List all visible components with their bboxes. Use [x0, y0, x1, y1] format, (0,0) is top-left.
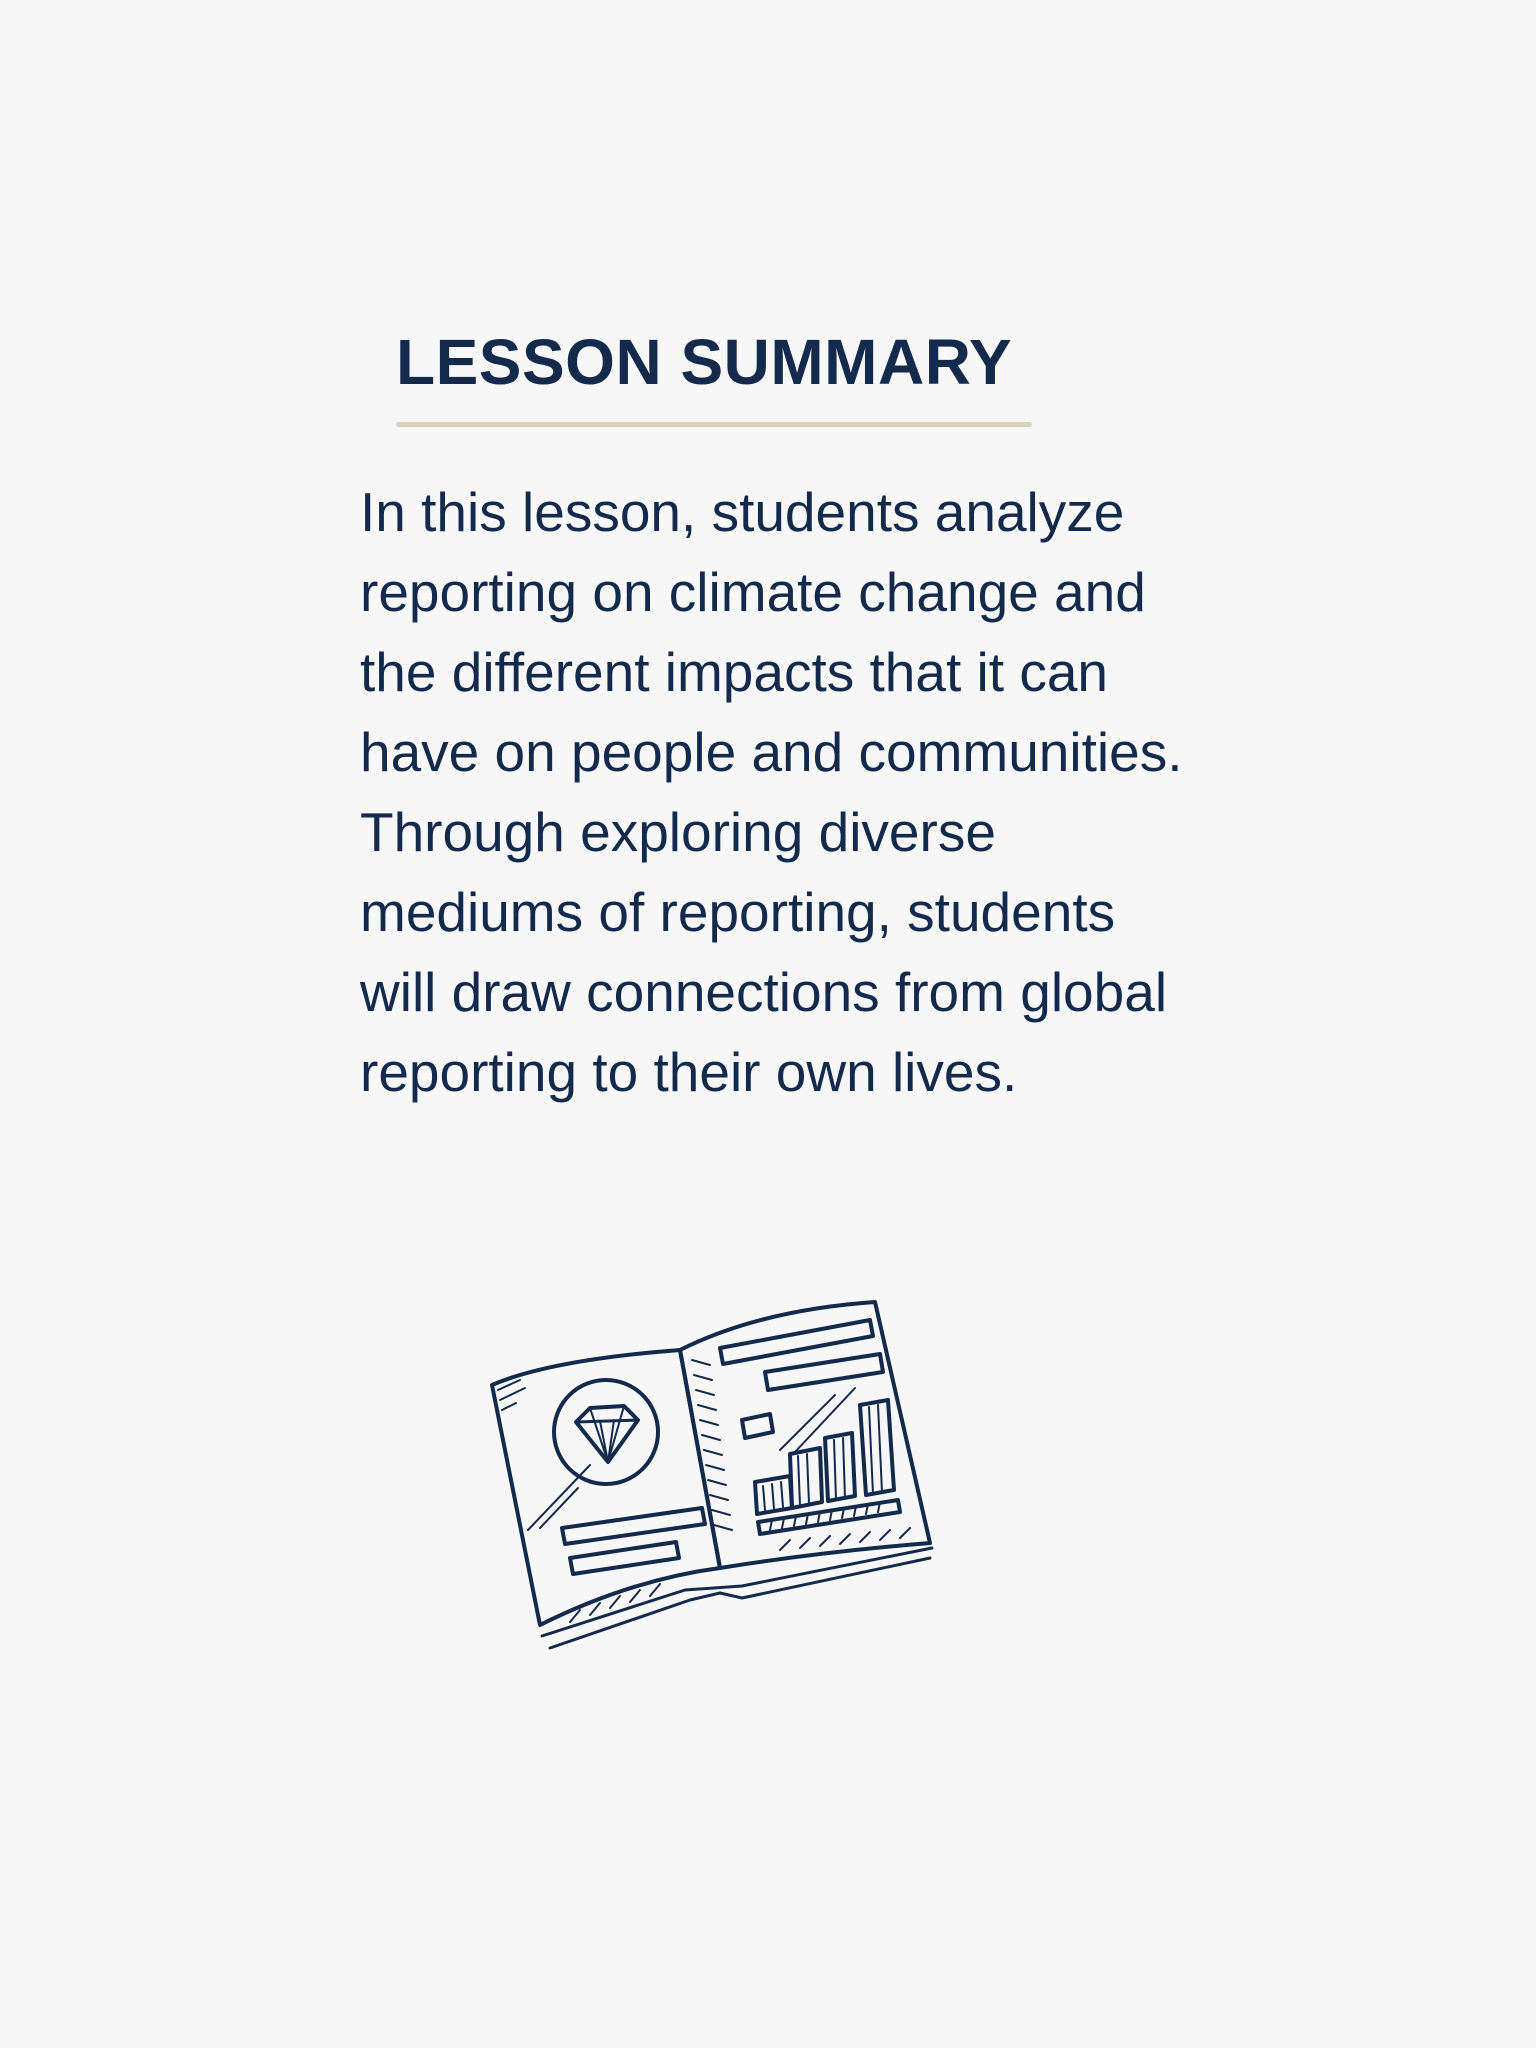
lesson-summary-text: In this lesson, students analyze reporting on climate change and the different impacts that it can have on people and communities. Through exploring diverse mediums of reporting, students will draw connections from global reporting to their own lives. [360, 481, 1183, 1103]
page-title: LESSON SUMMARY [396, 326, 1013, 398]
open-magazine-icon [480, 1290, 940, 1670]
title-divider [396, 422, 1032, 427]
